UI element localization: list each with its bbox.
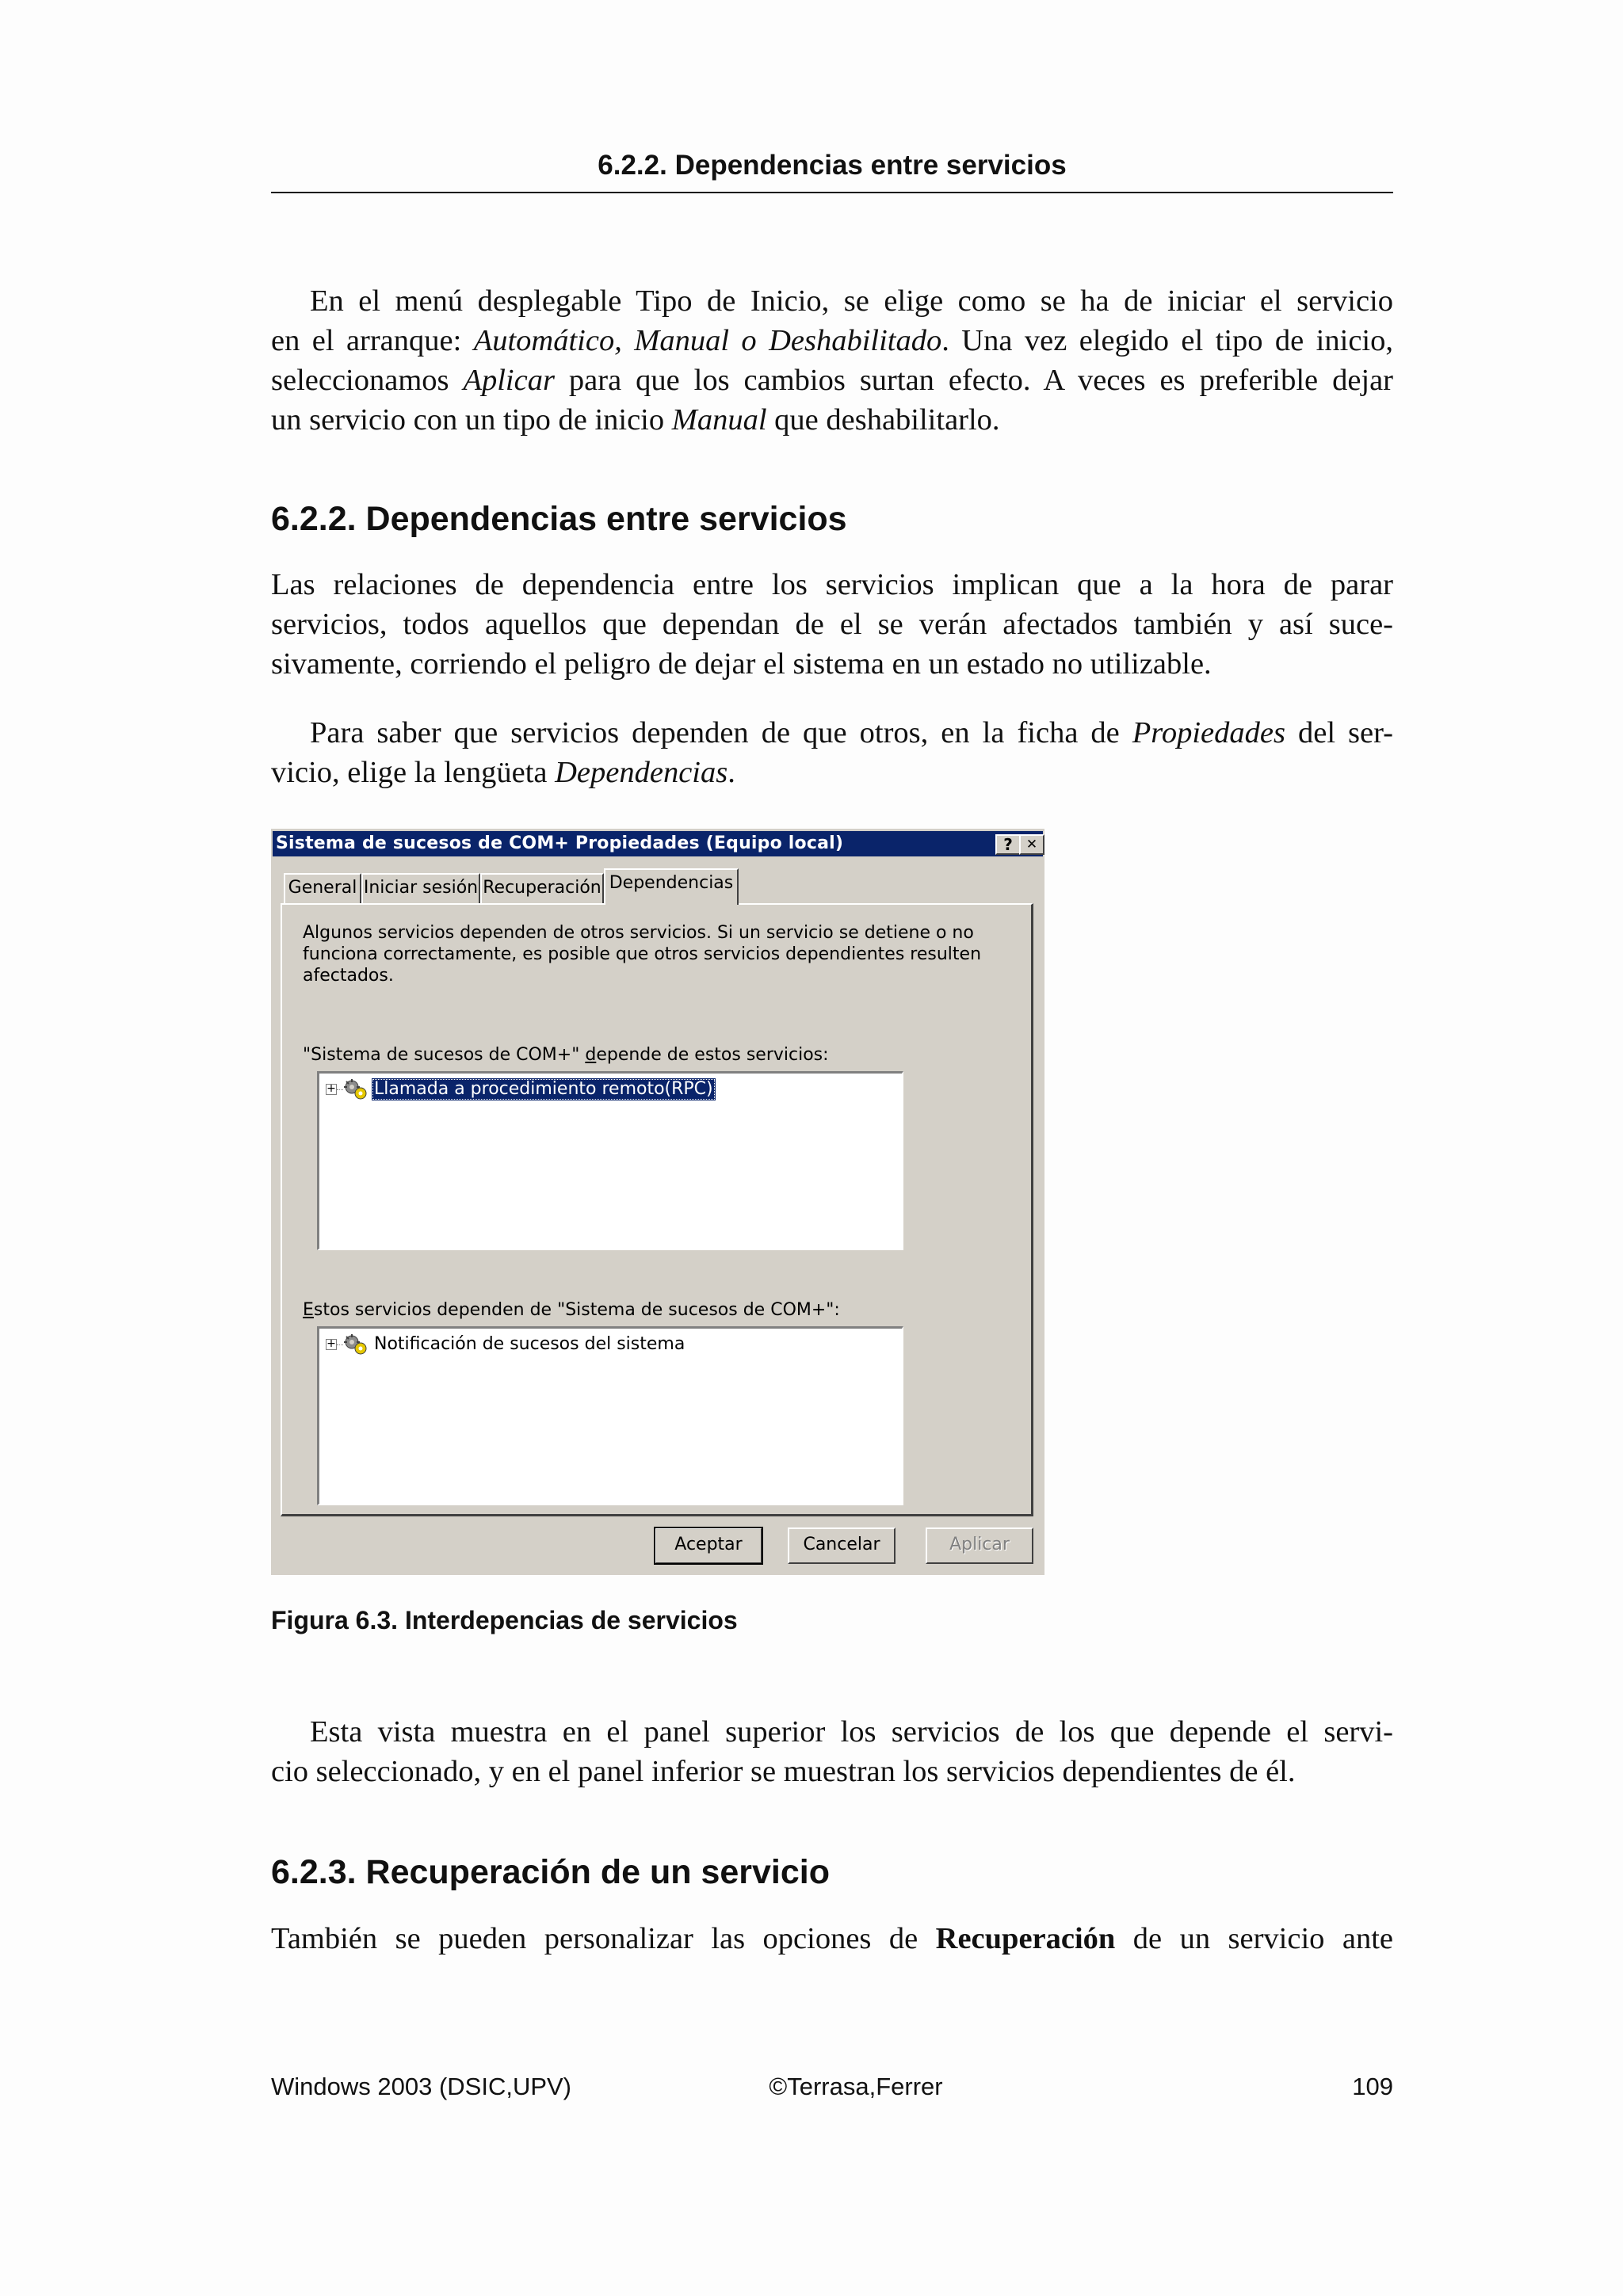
emphasis: Automático, Manual o Deshabilitado	[473, 324, 942, 357]
cancel-button[interactable]: Cancelar	[788, 1527, 896, 1564]
text-line: También se pueden personalizar las opciones de Recuperación de un servicio ante	[271, 1922, 1393, 1955]
ok-button[interactable]: Aceptar	[655, 1527, 762, 1564]
strong-term: Recuperación	[935, 1922, 1116, 1955]
tree-connector	[337, 1089, 343, 1090]
dependencies-tab-panel	[281, 903, 1033, 1516]
text-line: vicio, elige la lengüeta Dependencias.	[271, 756, 735, 789]
dialog-titlebar	[273, 831, 1043, 856]
emphasis: Dependencias	[555, 756, 728, 789]
body-paragraph	[271, 565, 1393, 684]
text-line: un servicio con un tipo de inicio Manual que deshabilitarlo.	[271, 403, 1000, 437]
text-line: En el menú desplegable Tipo de Inicio, se elige como se ha de iniciar el servicio	[310, 284, 1393, 318]
dialog-description: Algunos servicios dependen de otros servicios. Si un servicio se detiene o no funciona correctamente, es posible que otros servicios dependientes resulten afectados.	[303, 923, 982, 986]
footer-center: ©Terrasa,Ferrer	[769, 2073, 943, 2100]
lower-list-label: Estos servicios dependen de "Sistema de sucesos de COM+":	[303, 1300, 840, 1320]
section-title: 6.2.3. Recuperación de un servicio	[271, 1853, 831, 1891]
running-header: 6.2.2. Dependencias entre servicios	[598, 150, 1067, 181]
tab-dependencias[interactable]: Dependencias	[604, 868, 739, 905]
section-title: 6.2.2. Dependencias entre servicios	[271, 500, 847, 538]
header-rule	[271, 192, 1393, 193]
tree-connector	[337, 1344, 343, 1345]
upper-list-label: "Sistema de sucesos de COM+" depende de estos servicios:	[303, 1045, 829, 1065]
upper-dependency-tree[interactable]	[317, 1071, 903, 1250]
emphasis: Manual	[671, 403, 767, 437]
text-line: sivamente, corriendo el peligro de dejar el sistema en un estado no utilizable.	[271, 647, 1212, 681]
service-gears-icon	[343, 1333, 369, 1356]
expand-icon[interactable]: +	[327, 1082, 336, 1095]
dialog-title: Sistema de sucesos de COM+ Propiedades (Equipo local)	[276, 833, 844, 853]
service-gears-icon	[343, 1078, 369, 1100]
close-button[interactable]: ✕	[1019, 834, 1044, 855]
text-line: cio seleccionado, y en el panel inferior se muestran los servicios dependientes de él.	[271, 1755, 1296, 1788]
intro-paragraph	[271, 281, 1393, 440]
text-line: servicios, todos aquellos que dependan de el se verán afectados también y así suce-	[271, 608, 1393, 641]
body-paragraph	[271, 1919, 1393, 1958]
emphasis: Aplicar	[463, 364, 555, 397]
lower-dependent-tree[interactable]	[317, 1326, 903, 1505]
text-line: en el arranque: Automático, Manual o Deshabilitado. Una vez elegido el tipo de inicio,	[271, 324, 1393, 357]
body-paragraph	[271, 1712, 1393, 1791]
tab-iniciar-sesion[interactable]: Iniciar sesión	[361, 873, 480, 903]
text-line: Para saber que servicios dependen de que otros, en la ficha de Propiedades del ser-	[310, 716, 1393, 749]
help-button[interactable]: ?	[995, 834, 1021, 855]
text-line: Las relaciones de dependencia entre los servicios implican que a la hora de parar	[271, 568, 1393, 601]
expand-icon[interactable]: +	[327, 1337, 336, 1350]
emphasis: Propiedades	[1132, 716, 1285, 749]
text-line: seleccionamos Aplicar para que los cambios surtan efecto. A veces es preferible dejar	[271, 364, 1394, 397]
page-number: 109	[1352, 2073, 1393, 2100]
tree-item-label[interactable]: Llamada a procedimiento remoto(RPC)	[372, 1078, 716, 1100]
apply-button[interactable]: Aplicar	[926, 1527, 1033, 1564]
text-line: Esta vista muestra en el panel superior los servicios de los que depende el servi-	[310, 1715, 1393, 1749]
figure-caption: Figura 6.3. Interdepencias de servicios	[271, 1606, 738, 1634]
tree-item-label[interactable]: Notificación de sucesos del sistema	[374, 1334, 685, 1354]
tab-general[interactable]: General	[284, 873, 361, 903]
tab-recuperacion[interactable]: Recuperación	[480, 873, 604, 903]
properties-dialog-screenshot	[271, 829, 1044, 1575]
body-paragraph	[271, 713, 1393, 792]
footer-left: Windows 2003 (DSIC,UPV)	[271, 2073, 572, 2100]
